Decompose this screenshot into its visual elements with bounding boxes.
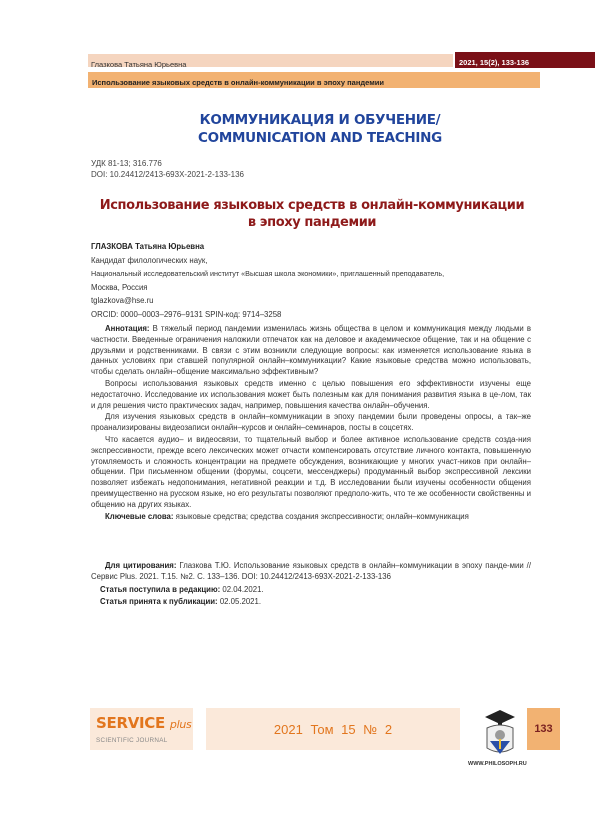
journal-logo [96, 714, 191, 732]
title-line-1: Использование языковых средств в онлайн-коммуникации [99, 198, 525, 213]
abstract-label: Аннотация: [105, 324, 150, 333]
doi: DOI: 10.24412/2413-693X-2021-2-133-136 [91, 170, 244, 179]
author-name: ГЛАЗКОВА Татьяна Юрьевна [91, 242, 205, 251]
page-number: 133 [534, 723, 553, 735]
rubric-line-2: COMMUNICATION AND TEACHING [198, 130, 442, 146]
author-degree: Кандидат филологических наук, [91, 255, 208, 265]
footer-number: № 2 [363, 722, 393, 737]
header-author-strip [88, 54, 453, 67]
header-issue: 2021, 15(2), 133-136 [459, 58, 530, 67]
footer-volume: Том 15 [310, 722, 356, 737]
accepted [100, 597, 261, 608]
udc: УДК 81-13; 316.776 [91, 159, 162, 168]
citation-text: Глазкова Т.Ю. Использование языковых средств в онлайн–коммуникации в эпоху панде-мии // Сервис Plus. 2021. Т.15. №2. С. 133–136. DOI: 10.24412/2413-693X-2021-2-133-136 [91, 561, 532, 581]
abstract-p4: Что касается аудио– и видеосвязи, то тщательный выбор и более активное использование средств созда-ния экспрессивности, прежде всего лексических может отчасти компенсировать отсутствие личного контакта, повышенную утомляемость и сложность концентрации на предмете обсуждения, возникающие у многих участ-ников при онлайн–общении. При письменном общении (форумы, соцсети, мессенджеры) продуманный выбор экспрессивной лексики позволяет избежать недопонимания, негативной реакции и т.д. В исследовании были изучены особенности общения преимущественно на русском языке, но его результаты позволяют предполо-жить, что те же особенности свойственны и общению на других языках. [91, 434, 531, 509]
author-ids: ORCID: 0000–0003–2976–9131 SPIN-код: 9714–3258 [91, 309, 282, 319]
received [100, 585, 264, 596]
site-url[interactable]: WWW.PHILOSOPH.RU [468, 761, 527, 767]
header-author: Глазкова Татьяна Юрьевна [91, 60, 187, 69]
article-title [92, 197, 532, 231]
accepted-label: Статья принята к публикации: [100, 597, 218, 606]
author-email[interactable]: tglazkova@hse.ru [91, 296, 154, 305]
page-number-box [527, 708, 560, 750]
abstract [91, 324, 531, 523]
journal-subtitle: SCIENTIFIC JOURNAL [96, 737, 168, 744]
running-title-bar [88, 72, 540, 88]
author-city: Москва, Россия [91, 282, 148, 292]
abstract-p3: Для изучения языковых средств в онлайн–коммуникации в эпоху пандемии были проведены опросы, а так–же проанализированы видеозаписи онлайн–курсов и онлайн–семинаров, посты в соцсетях. [91, 412, 531, 433]
running-title: Использование языковых средств в онлайн-коммуникации в эпоху пандемии [92, 78, 384, 87]
section-rubric [120, 111, 520, 147]
rubric-line-1: КОММУНИКАЦИЯ И ОБУЧЕНИЕ/ [199, 112, 441, 128]
footer-year: 2021 [273, 722, 303, 737]
received-label: Статья поступила в редакцию: [100, 585, 221, 594]
keywords-label: Ключевые слова: [105, 511, 174, 521]
journal-suffix: plus [169, 718, 192, 731]
university-emblem-icon [482, 708, 518, 758]
author-block [91, 240, 531, 321]
abstract-p2: Вопросы использования языковых средств именно с целью повышения его эффективности изучены еще недостаточно. Исследование их использования может быть полезным как для понимания развития языка в це-лом, так и для решения чисто практических задач, например, повышения качества онлайн–обучения. [91, 378, 531, 410]
abstract-p1 [91, 324, 531, 378]
citation-label: Для цитирования: [105, 561, 177, 570]
header-issue-badge [455, 52, 595, 68]
abstract-text-1: В тяжелый период пандемии изменилась жизнь общества в целом и коммуникация между людьми в частности. Введенные ограничения наложили отпечаток как на деловое и академическое общение, так и на общение с друзьями и родственниками. В связи с этим возникли следующие вопросы: как изменяется использование языка в данных условиях при ставшей популярной онлайн–коммуникации? Какие языковые средства можно использовать, чтобы сделать онлайн–общение максимально эффективным? [91, 324, 531, 377]
journal-name: SERVICE [96, 714, 165, 732]
footer-issue [206, 722, 460, 737]
accepted-date: 02.05.2021. [217, 597, 262, 606]
citation [91, 561, 531, 584]
keywords-text: языковые средства; средства создания экспрессивности; онлайн–коммуникация [173, 511, 469, 521]
citation-p [91, 561, 531, 583]
author-affiliation: Национальный исследовательский институт «Высшая школа экономики», приглашенный преподаватель, [91, 269, 445, 278]
received-date: 02.04.2021. [220, 585, 264, 594]
keywords [91, 512, 531, 523]
title-line-2: в эпоху пандемии [247, 215, 377, 230]
